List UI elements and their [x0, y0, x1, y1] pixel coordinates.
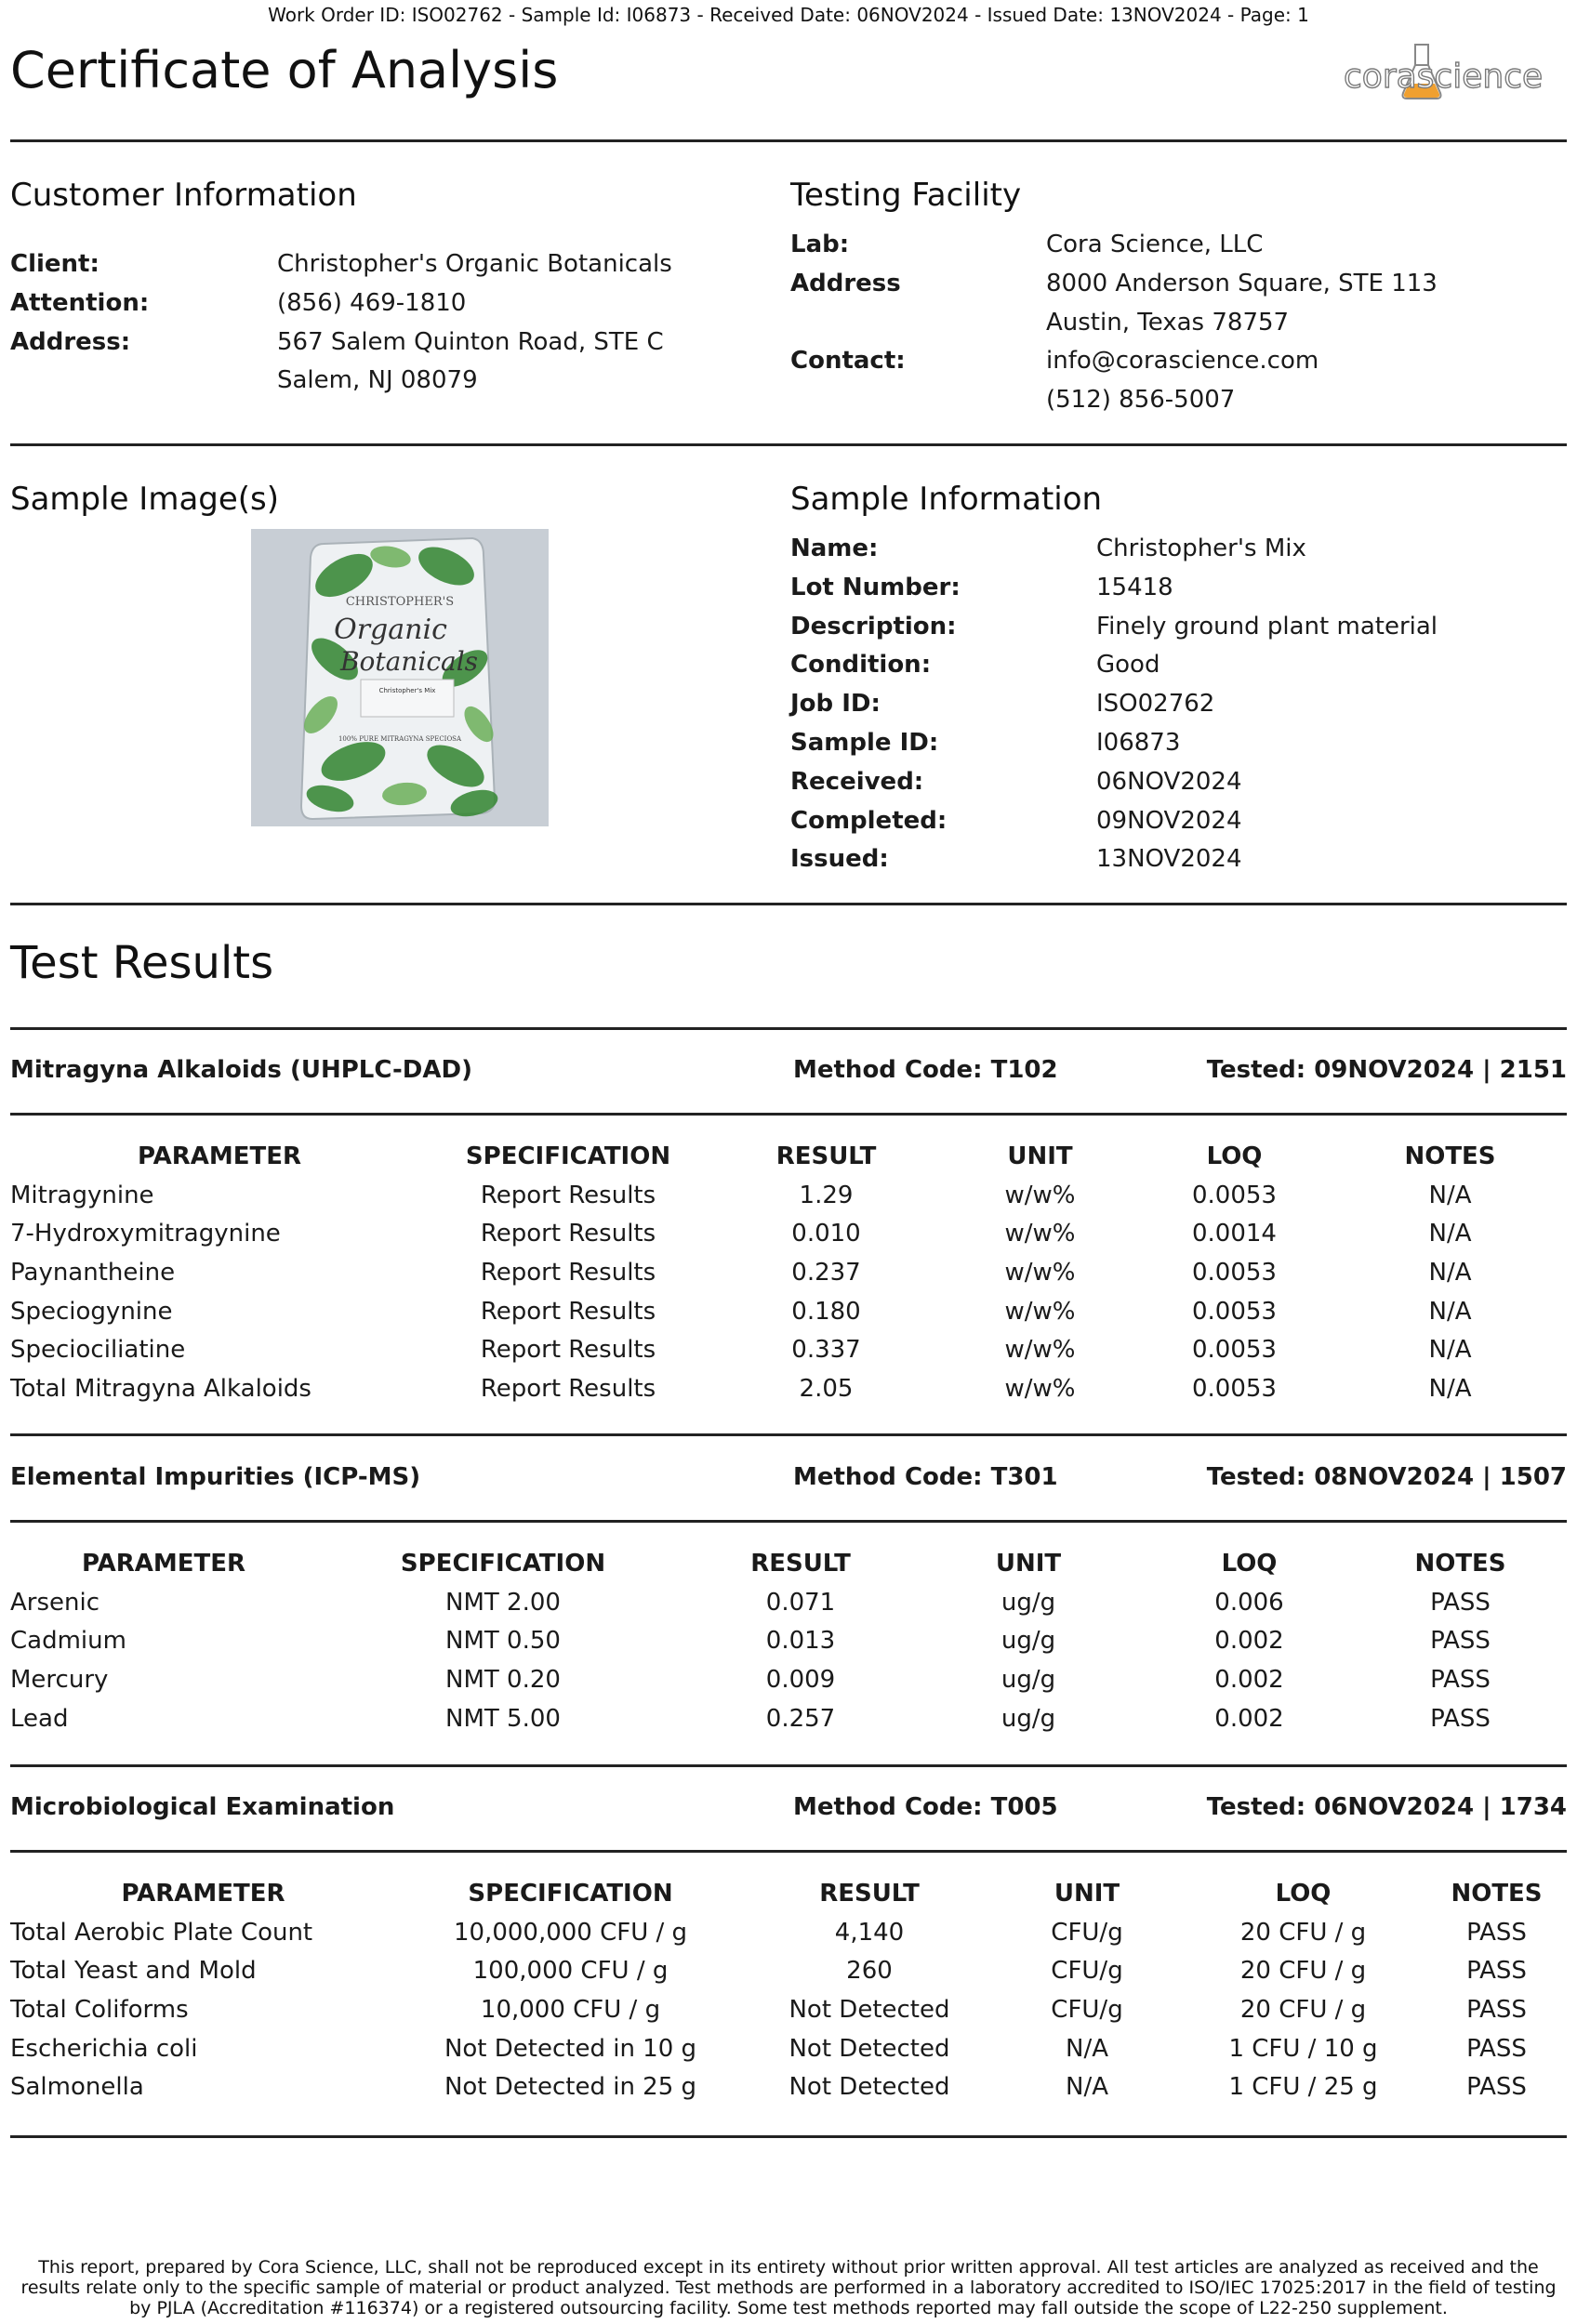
package-brand-script2: Botanicals — [339, 646, 479, 677]
table-cell: 2.05 — [799, 1374, 854, 1403]
table-cell: 4,140 — [834, 1918, 905, 1947]
table-cell: PASS — [1466, 1918, 1527, 1947]
table-row — [10, 2029, 1567, 2068]
table-cell: PASS — [1466, 2034, 1527, 2063]
table-cell: CFU/g — [1051, 1918, 1123, 1947]
sample-images-heading: Sample Image(s) — [10, 481, 280, 518]
info-value: info@corascience.com — [1046, 347, 1319, 376]
table-cell: CFU/g — [1051, 1995, 1123, 2024]
table-cell: Total Aerobic Plate Count — [10, 1918, 313, 1947]
info-label: Job ID: — [790, 690, 881, 719]
table-cell: Total Coliforms — [10, 1995, 189, 2024]
info-value: Christopher's Organic Botanicals — [277, 250, 672, 278]
table-cell: ug/g — [1001, 1704, 1056, 1733]
info-label: Completed: — [790, 806, 948, 835]
table-cell: N/A — [1428, 1374, 1472, 1403]
info-label: Address: — [10, 327, 131, 356]
sample-information-list — [790, 530, 1438, 879]
info-row — [10, 362, 672, 401]
table-cell: Mercury — [10, 1665, 109, 1694]
column-header: NOTES — [1404, 1142, 1496, 1170]
method-code: Method Code: T005 — [793, 1793, 1058, 1821]
column-header: RESULT — [775, 1142, 877, 1170]
column-header: LOQ — [1275, 1880, 1332, 1908]
table-row — [10, 1622, 1567, 1661]
table-cell: 0.0053 — [1192, 1336, 1277, 1365]
table-cell: Total Mitragyna Alkaloids — [10, 1374, 311, 1403]
info-row — [790, 226, 1438, 265]
table-cell: PASS — [1430, 1665, 1491, 1694]
table-cell: N/A — [1428, 1336, 1472, 1365]
info-row — [790, 381, 1438, 420]
table-cell: 0.002 — [1214, 1627, 1284, 1656]
table-cell: Escherichia coli — [10, 2034, 198, 2063]
tested-date: Tested: 09NOV2024 | 2151 — [1206, 1056, 1567, 1084]
report-header-line: Work Order ID: ISO02762 - Sample Id: I06873 - Received Date: 06NOV2024 - Issued Date: 13NOV2024 - Page: 1 — [268, 4, 1309, 26]
section-name: Mitragyna Alkaloids (UHPLC-DAD) — [10, 1056, 472, 1084]
table-cell: 0.237 — [791, 1258, 861, 1287]
table-cell: 0.010 — [791, 1220, 861, 1248]
info-label: Attention: — [10, 288, 150, 317]
info-row — [790, 685, 1438, 724]
info-value: 15418 — [1096, 573, 1173, 601]
table-cell: N/A — [1066, 2034, 1108, 2063]
divider — [10, 1433, 1567, 1436]
info-value: 06NOV2024 — [1096, 767, 1242, 796]
table-cell: 0.257 — [765, 1704, 836, 1733]
info-label: Client: — [10, 250, 99, 278]
info-label: Issued: — [790, 845, 889, 874]
info-label: Lab: — [790, 231, 850, 258]
sample-product-photo — [251, 529, 549, 826]
table-cell: NMT 2.00 — [445, 1588, 561, 1617]
tested-date: Tested: 08NOV2024 | 1507 — [1206, 1463, 1567, 1491]
info-label: Sample ID: — [790, 728, 939, 757]
info-value: 567 Salem Quinton Road, STE C — [277, 327, 664, 356]
customer-info-list — [10, 245, 672, 401]
table-cell: NMT 0.20 — [445, 1665, 561, 1694]
table-cell: 0.0014 — [1192, 1220, 1277, 1248]
column-header: RESULT — [819, 1880, 920, 1908]
info-value: Cora Science, LLC — [1046, 231, 1264, 258]
table-cell: w/w% — [1004, 1374, 1076, 1403]
table-cell: 0.0053 — [1192, 1374, 1277, 1403]
testing-facility-heading: Testing Facility — [790, 177, 1022, 214]
logo-wordmark: corascience — [1344, 58, 1544, 96]
column-header: SPECIFICATION — [468, 1880, 673, 1908]
table-cell: 0.013 — [765, 1627, 836, 1656]
column-header: LOQ — [1206, 1142, 1263, 1170]
test-section-header — [10, 1793, 1567, 1830]
divider — [10, 139, 1567, 142]
table-cell: Not Detected in 10 g — [444, 2034, 697, 2063]
column-header: PARAMETER — [121, 1880, 285, 1908]
package-product: Christopher's Mix — [378, 687, 436, 694]
info-value: (512) 856-5007 — [1046, 386, 1236, 415]
table-cell: PASS — [1430, 1704, 1491, 1733]
table-row — [10, 1583, 1567, 1622]
table-row — [10, 1952, 1567, 1991]
table-cell: PASS — [1466, 2073, 1527, 2102]
table-row — [10, 1990, 1567, 2029]
table-row — [10, 1699, 1567, 1738]
table-cell: 0.002 — [1214, 1665, 1284, 1694]
table-cell: 0.0053 — [1192, 1258, 1277, 1287]
table-cell: 260 — [846, 1957, 893, 1986]
info-row — [10, 324, 672, 363]
disclaimer-footer: This report, prepared by Cora Science, LLC, shall not be reproduced except in its entirety without prior written approval. All test articles are analyzed as received and the results relate only to the specific sample of material or product analyzed. Test methods are performed in a laboratory accredited to ISO/IEC 17025:2017 in the field of testing by PJLA (Accreditation #116374) or a registered outsourcing facility. Some test methods reported may fall outside the scope of L22-250 supplement. — [20, 2257, 1557, 2318]
table-cell: CFU/g — [1051, 1957, 1123, 1986]
table-cell: Not Detected — [788, 2034, 950, 2063]
results-table — [10, 1544, 1567, 1737]
table-cell: Lead — [10, 1704, 69, 1733]
table-row — [10, 1176, 1567, 1215]
table-cell: 0.337 — [791, 1336, 861, 1365]
section-name: Microbiological Examination — [10, 1793, 395, 1821]
table-cell: 20 CFU / g — [1239, 1918, 1367, 1947]
test-section-header — [10, 1463, 1567, 1500]
table-cell: Arsenic — [10, 1588, 100, 1617]
table-cell: NMT 0.50 — [445, 1627, 561, 1656]
info-value: Austin, Texas 78757 — [1046, 308, 1290, 337]
table-cell: 0.002 — [1214, 1704, 1284, 1733]
column-header: NOTES — [1414, 1550, 1506, 1578]
results-table — [10, 1874, 1567, 2106]
info-label — [790, 381, 1046, 420]
column-header: UNIT — [995, 1550, 1062, 1578]
info-row — [790, 265, 1438, 304]
table-cell: PASS — [1466, 1995, 1527, 2024]
table-cell: ug/g — [1001, 1627, 1056, 1656]
table-cell: PASS — [1430, 1588, 1491, 1617]
test-results-heading: Test Results — [10, 937, 274, 989]
info-label: Address — [790, 269, 901, 297]
info-row — [790, 304, 1438, 343]
info-row — [790, 646, 1438, 685]
table-header-row — [10, 1544, 1567, 1583]
table-cell: 0.009 — [765, 1665, 836, 1694]
divider — [10, 1850, 1567, 1853]
table-cell: Not Detected — [788, 1995, 950, 2024]
info-value: Good — [1096, 651, 1160, 680]
package-brand-script1: Organic — [334, 614, 447, 646]
table-row — [10, 1369, 1567, 1408]
info-label — [10, 362, 277, 401]
method-code: Method Code: T301 — [793, 1463, 1058, 1491]
info-label: Received: — [790, 767, 924, 796]
table-cell: 20 CFU / g — [1239, 1995, 1367, 2024]
table-cell: Salmonella — [10, 2073, 144, 2102]
info-value: 8000 Anderson Square, STE 113 — [1046, 269, 1438, 297]
table-cell: 0.0053 — [1192, 1181, 1277, 1209]
table-cell: N/A — [1428, 1258, 1472, 1287]
table-cell: Report Results — [480, 1374, 656, 1403]
info-label: Contact: — [790, 347, 906, 376]
table-cell: 0.180 — [791, 1297, 861, 1326]
table-cell: N/A — [1428, 1181, 1472, 1209]
section-name: Elemental Impurities (ICP-MS) — [10, 1463, 421, 1491]
table-cell: NMT 5.00 — [445, 1704, 561, 1733]
table-cell: 7-Hydroxymitragynine — [10, 1220, 281, 1248]
info-label: Name: — [790, 535, 879, 562]
table-row — [10, 1253, 1567, 1292]
table-row — [10, 1330, 1567, 1369]
column-header: SPECIFICATION — [400, 1550, 606, 1578]
info-label: Condition: — [790, 651, 932, 680]
divider — [10, 443, 1567, 446]
table-header-row — [10, 1137, 1567, 1176]
table-row — [10, 1660, 1567, 1699]
tested-date: Tested: 06NOV2024 | 1734 — [1206, 1793, 1567, 1821]
info-row — [790, 569, 1438, 608]
info-value: ISO02762 — [1096, 690, 1215, 719]
column-header: UNIT — [1007, 1142, 1073, 1170]
flask-icon — [1344, 41, 1559, 108]
column-header: SPECIFICATION — [465, 1142, 671, 1170]
info-row — [790, 802, 1438, 841]
info-row — [10, 284, 672, 324]
table-row — [10, 1292, 1567, 1331]
package-brand-top: CHRISTOPHER'S — [345, 595, 455, 609]
info-row — [790, 530, 1438, 569]
test-section-header — [10, 1056, 1567, 1093]
info-row — [790, 342, 1438, 381]
table-cell: N/A — [1066, 2073, 1108, 2102]
table-cell: 0.0053 — [1192, 1297, 1277, 1326]
cora-science-logo — [1344, 41, 1559, 108]
info-value: 09NOV2024 — [1096, 806, 1242, 835]
table-cell: w/w% — [1004, 1181, 1076, 1209]
table-cell: Total Yeast and Mold — [10, 1957, 257, 1986]
table-cell: Report Results — [480, 1220, 656, 1248]
table-cell: w/w% — [1004, 1336, 1076, 1365]
column-header: PARAMETER — [81, 1550, 246, 1578]
info-label: Lot Number: — [790, 573, 961, 601]
table-cell: Cadmium — [10, 1627, 126, 1656]
results-table — [10, 1137, 1567, 1408]
table-cell: Not Detected — [788, 2073, 950, 2102]
sample-information-heading: Sample Information — [790, 481, 1103, 518]
info-row — [790, 840, 1438, 879]
table-cell: w/w% — [1004, 1258, 1076, 1287]
table-cell: ug/g — [1001, 1665, 1056, 1694]
column-header: PARAMETER — [137, 1142, 302, 1170]
divider — [10, 1027, 1567, 1030]
table-cell: PASS — [1430, 1627, 1491, 1656]
page-title: Certificate of Analysis — [10, 41, 559, 99]
info-value: (856) 469-1810 — [277, 288, 467, 317]
info-row — [790, 763, 1438, 802]
table-cell: 1 CFU / 10 g — [1228, 2034, 1378, 2063]
info-value: Christopher's Mix — [1096, 535, 1306, 562]
table-cell: Report Results — [480, 1181, 656, 1209]
info-value: Finely ground plant material — [1096, 612, 1438, 640]
info-label — [790, 304, 1046, 343]
table-cell: 0.071 — [765, 1588, 836, 1617]
divider — [10, 1113, 1567, 1116]
table-cell: ug/g — [1001, 1588, 1056, 1617]
table-cell: 100,000 CFU / g — [472, 1957, 669, 1986]
table-row — [10, 1215, 1567, 1254]
table-row — [10, 1913, 1567, 1952]
divider — [10, 903, 1567, 905]
table-cell: 1 CFU / 25 g — [1228, 2073, 1378, 2102]
table-header-row — [10, 1874, 1567, 1913]
table-cell: Mitragynine — [10, 1181, 154, 1209]
table-cell: Report Results — [480, 1297, 656, 1326]
table-cell: N/A — [1428, 1220, 1472, 1248]
table-row — [10, 2067, 1567, 2106]
table-cell: Not Detected in 25 g — [444, 2073, 697, 2102]
info-value: Salem, NJ 08079 — [277, 366, 478, 395]
divider — [10, 1520, 1567, 1523]
table-cell: PASS — [1466, 1957, 1527, 1986]
info-value: 13NOV2024 — [1096, 845, 1242, 874]
info-label: Description: — [790, 612, 957, 640]
table-cell: Speciogynine — [10, 1297, 173, 1326]
table-cell: w/w% — [1004, 1220, 1076, 1248]
table-cell: Speciociliatine — [10, 1336, 186, 1365]
table-cell: 20 CFU / g — [1239, 1957, 1367, 1986]
info-row — [790, 724, 1438, 763]
column-header: LOQ — [1221, 1550, 1278, 1578]
table-cell: Paynantheine — [10, 1258, 176, 1287]
table-cell: 0.006 — [1214, 1588, 1284, 1617]
table-cell: Report Results — [480, 1336, 656, 1365]
table-cell: Report Results — [480, 1258, 656, 1287]
table-cell: 10,000,000 CFU / g — [453, 1918, 688, 1947]
column-header: NOTES — [1451, 1880, 1543, 1908]
column-header: RESULT — [750, 1550, 851, 1578]
divider — [10, 2135, 1567, 2138]
table-cell: 10,000 CFU / g — [480, 1995, 661, 2024]
method-code: Method Code: T102 — [793, 1056, 1058, 1084]
divider — [10, 1764, 1567, 1767]
info-value: I06873 — [1096, 728, 1181, 757]
table-cell: N/A — [1428, 1297, 1472, 1326]
testing-facility-list — [790, 226, 1438, 420]
table-cell: 1.29 — [799, 1181, 854, 1209]
column-header: UNIT — [1054, 1880, 1120, 1908]
package-claim: 100% PURE MITRAGYNA SPECIOSA — [338, 735, 462, 743]
table-cell: w/w% — [1004, 1297, 1076, 1326]
info-row — [10, 245, 672, 284]
info-row — [790, 608, 1438, 647]
customer-info-heading: Customer Information — [10, 177, 357, 214]
